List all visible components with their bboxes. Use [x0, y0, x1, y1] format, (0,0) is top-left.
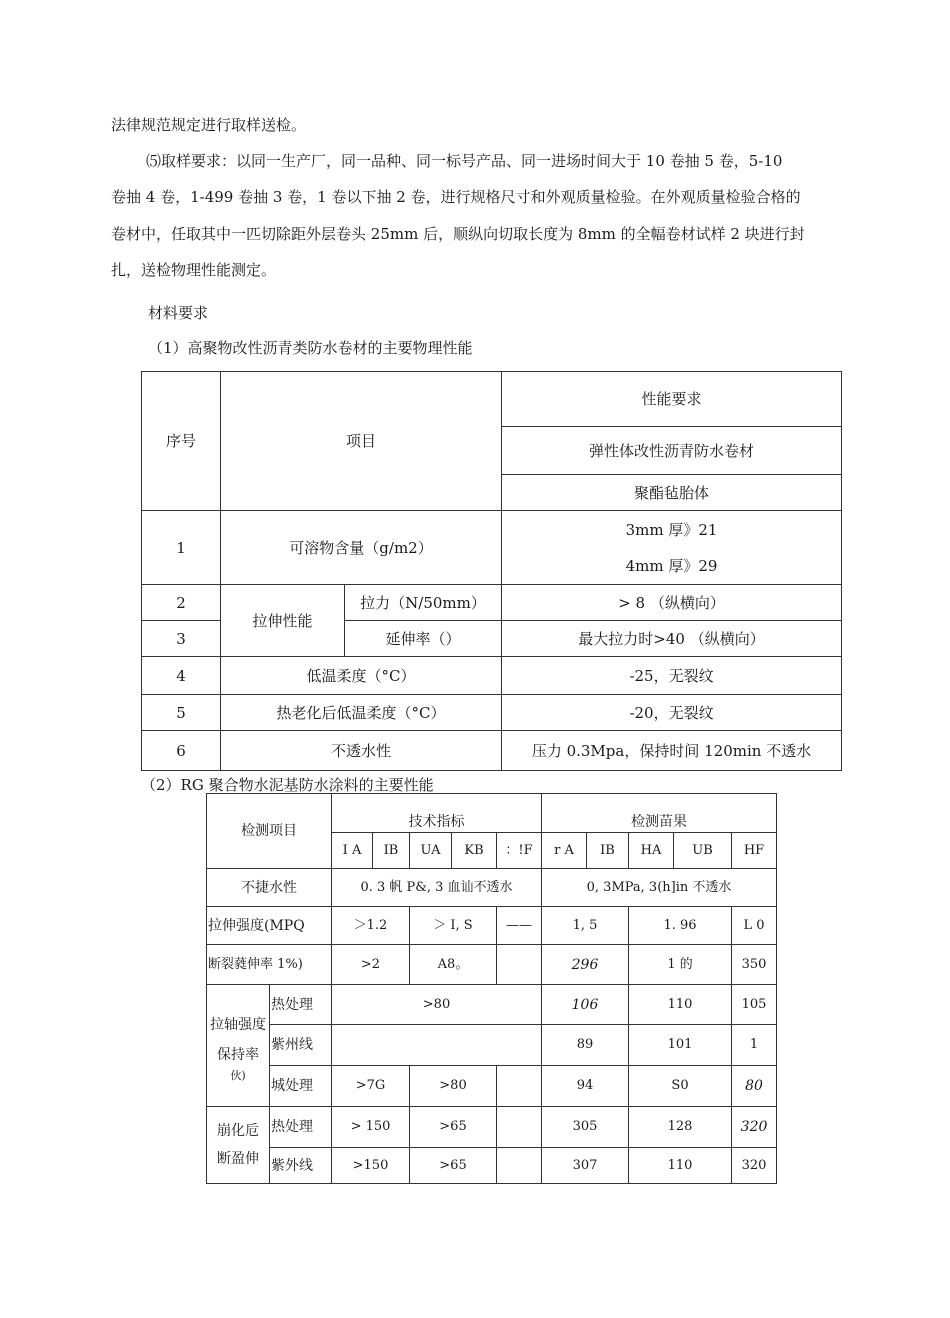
table-header-cell: 项目	[221, 372, 502, 511]
cell-line: 断盈伸	[217, 1151, 259, 1167]
section-heading: 材料要求	[148, 304, 209, 322]
table-header-cell: 弹性体改性沥青防水卷材	[502, 427, 842, 475]
table-cell: 延伸率（）	[345, 621, 502, 657]
table-header-cell: HA	[629, 833, 674, 869]
table-cell: 1. 96	[629, 907, 732, 945]
table-cell	[497, 1107, 542, 1148]
table-cell: 320	[732, 1148, 777, 1184]
table-cell: >80	[332, 985, 542, 1025]
cell-line: 4mm 厚》29	[625, 556, 718, 575]
table-cell: 80	[732, 1066, 777, 1107]
paragraph-line: 卷材中，任取其中一匹切除距外层卷头 25mm 后，顺纵向切取长度为 8mm 的全幅卷材试样 2 块进行封	[111, 225, 805, 243]
table-cell: A8。	[410, 945, 497, 985]
table-cell: >7G	[332, 1066, 410, 1107]
table-cell: 5	[142, 695, 221, 731]
table-cell: >65	[410, 1148, 497, 1184]
table-cell: 0. 3 帆 P&, 3 血讪不透水	[332, 869, 542, 907]
table-header-cell: 聚酯毡胎体	[502, 475, 842, 511]
table-header-cell: 技术指标	[332, 794, 542, 833]
table-cell: 拉力（N/50mm）	[345, 585, 502, 621]
table-cell: ＞ I, S	[410, 907, 497, 945]
table-cell: 3	[142, 621, 221, 657]
table-cell: 热老化后低温柔度（°C）	[221, 695, 502, 731]
table-cell	[497, 1066, 542, 1107]
table-cell: 296	[542, 945, 629, 985]
table-cell: 最大拉力时>40 （纵横向）	[502, 621, 842, 657]
table-cell: ＞1.2	[332, 907, 410, 945]
table-cell: 低温柔度（°C）	[221, 657, 502, 695]
table-cell: 热处理	[270, 1107, 332, 1148]
table-cell: 89	[542, 1025, 629, 1066]
table-cell: 110	[629, 1148, 732, 1184]
table-cell: 紫州线	[270, 1025, 332, 1066]
table-header-cell: IB	[587, 833, 629, 869]
table-cell: 不透水性	[221, 731, 502, 771]
table-header-cell: r A	[542, 833, 587, 869]
table-cell	[497, 1148, 542, 1184]
table-cell: 0, 3MPa, 3(h]in 不透水	[542, 869, 777, 907]
table-cell: -20，无裂纹	[502, 695, 842, 731]
table-header-cell: UA	[410, 833, 452, 869]
table-cell: 307	[542, 1148, 629, 1184]
paragraph-line: 扎，送检物理性能测定。	[111, 261, 277, 279]
table-cell: 110	[629, 985, 732, 1025]
table-cell: >150	[332, 1148, 410, 1184]
table-cell: 350	[732, 945, 777, 985]
coating-properties-table	[206, 793, 777, 1184]
cell-line: 保持率	[217, 1046, 259, 1063]
table-header-cell: KB	[452, 833, 497, 869]
table-cell: 305	[542, 1107, 629, 1148]
table-cell	[332, 1025, 542, 1066]
table-cell: >65	[410, 1107, 497, 1148]
table-cell: 1 的	[629, 945, 732, 985]
cell-line: 拉轴强度	[210, 1016, 266, 1033]
table-header-cell: 序号	[142, 372, 221, 511]
table-cell: 不捷水性	[207, 869, 332, 907]
table-cell: 106	[542, 985, 629, 1025]
table-header-cell: ：!F	[497, 833, 542, 869]
table-cell: 压力 0.3Mpa，保持时间 120min 不透水	[502, 731, 842, 771]
table-cell: 105	[732, 985, 777, 1025]
table-cell: 2	[142, 585, 221, 621]
table-cell: 拉伸强度(MPQ	[207, 907, 332, 945]
table-header-cell: 检测项目	[207, 794, 332, 869]
paragraph-line: ⑸取样要求：以同一生产厂，同一品种、同一标号产品、同一进场时间大于 10 卷抽 5 卷，5-10	[146, 152, 783, 170]
physical-properties-table	[141, 371, 842, 771]
paragraph-line: 卷抽 4 卷，1-499 卷抽 3 卷，1 卷以下抽 2 卷，进行规格尺寸和外观质量检验。在外观质量检验合格的	[111, 188, 801, 206]
table-cell: 6	[142, 731, 221, 771]
table-cell: 断裂蕤伸率 1%)	[207, 945, 332, 985]
table-header-cell: 性能要求	[502, 372, 842, 427]
table-cell	[497, 945, 542, 985]
table-cell	[502, 511, 842, 585]
table-cell: 紫外线	[270, 1148, 332, 1184]
table-cell: -25，无裂纹	[502, 657, 842, 695]
table-header-cell: IB	[373, 833, 410, 869]
table-cell: 320	[732, 1107, 777, 1148]
table-caption: （1）高聚物改性沥青类防水卷材的主要物理性能	[148, 339, 473, 357]
paragraph-line: 法律规范规定进行取样送检。	[111, 116, 307, 134]
table-caption: （2）RG 聚合物水泥基防水涂料的主要性能	[141, 776, 434, 794]
table-cell: 101	[629, 1025, 732, 1066]
table-row-group-label	[207, 1107, 270, 1184]
table-cell: 4	[142, 657, 221, 695]
table-cell: ——	[497, 907, 542, 945]
table-cell: >2	[332, 945, 410, 985]
cell-line: 伙)	[230, 1068, 246, 1082]
table-cell: L 0	[732, 907, 777, 945]
table-cell: 128	[629, 1107, 732, 1148]
table-cell: 94	[542, 1066, 629, 1107]
table-row-group-label	[207, 985, 270, 1107]
table-cell: 拉伸性能	[221, 585, 345, 657]
table-header-cell: HF	[732, 833, 777, 869]
table-header-cell: I A	[332, 833, 373, 869]
table-cell: 1	[142, 511, 221, 585]
table-cell: >80	[410, 1066, 497, 1107]
table-cell: 热处理	[270, 985, 332, 1025]
table-cell: > 8 （纵横向）	[502, 585, 842, 621]
table-cell: 城处理	[270, 1066, 332, 1107]
table-cell: 可溶物含量（g/m2）	[221, 511, 502, 585]
cell-line: 3mm 厚》21	[625, 520, 718, 539]
table-cell: S0	[629, 1066, 732, 1107]
table-header-cell: 检测苗果	[542, 794, 777, 833]
table-cell: > 150	[332, 1107, 410, 1148]
table-cell: 1	[732, 1025, 777, 1066]
cell-line: 崩化卮	[217, 1123, 259, 1139]
table-header-cell: UB	[674, 833, 732, 869]
table-cell: 1, 5	[542, 907, 629, 945]
